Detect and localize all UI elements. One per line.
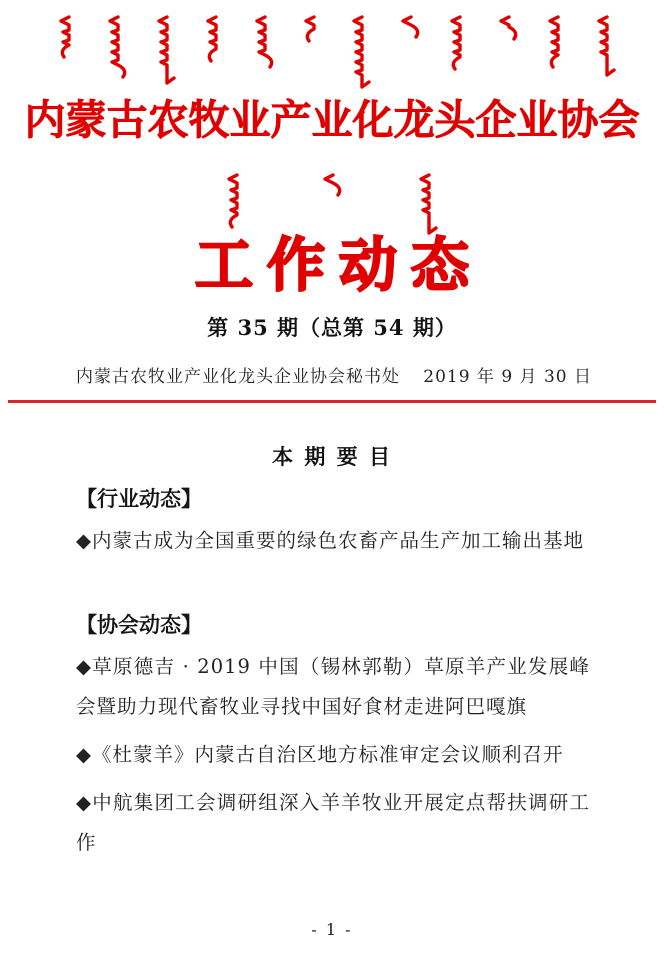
- toc-title: 本 期 要 目: [272, 444, 392, 469]
- publisher-name: 内蒙古农牧业产业化龙头企业协会秘书处: [76, 367, 400, 387]
- mongolian-script-row-top: [56, 14, 618, 92]
- mongolian-word-icon: [594, 14, 618, 78]
- mongolian-word-icon: [320, 172, 344, 198]
- toc-item: ◆《杜蒙羊》内蒙古自治区地方标准审定会议顺利召开: [76, 743, 564, 766]
- issue-number-line: 第 35 期（总第 54 期）: [207, 315, 457, 340]
- mongolian-script-row-middle: [0, 172, 664, 236]
- toc-item: ◆内蒙古成为全国重要的绿色农畜产品生产加工输出基地: [76, 529, 584, 552]
- mongolian-word-icon: [154, 14, 178, 86]
- mongolian-word-icon: [349, 14, 373, 90]
- publisher-row: [76, 362, 592, 387]
- organization-title: 内蒙古农牧业产业化龙头企业协会: [24, 96, 640, 144]
- mongolian-word-icon: [398, 14, 422, 40]
- mongolian-word-icon: [56, 14, 80, 60]
- section-header-association: 【协会动态】: [76, 613, 202, 637]
- section-header-industry: 【行业动态】: [76, 487, 202, 511]
- toc-item: ◆中航集团工会调研组深入羊羊牧业开展定点帮扶调研工作: [76, 791, 590, 854]
- mongolian-word-icon: [416, 172, 440, 236]
- red-divider-rule: [8, 400, 656, 403]
- mongolian-word-icon: [203, 14, 227, 64]
- toc-item: ◆草原德吉 · 2019 中国（锡林郭勒）草原羊产业发展峰会暨助力现代畜牧业寻找中国好食材走进阿巴嘎旗: [76, 655, 590, 718]
- mongolian-word-icon: [105, 14, 129, 80]
- mongolian-word-icon: [301, 14, 325, 44]
- mongolian-word-icon: [545, 14, 569, 70]
- publish-date: 2019 年 9 月 30 日: [423, 367, 592, 387]
- bulletin-title: 工作动态: [194, 231, 483, 299]
- page-number: - 1 -: [311, 920, 353, 939]
- mongolian-word-icon: [496, 14, 520, 42]
- mongolian-word-icon: [447, 14, 471, 72]
- mongolian-word-icon: [224, 172, 248, 230]
- mongolian-word-icon: [252, 14, 276, 70]
